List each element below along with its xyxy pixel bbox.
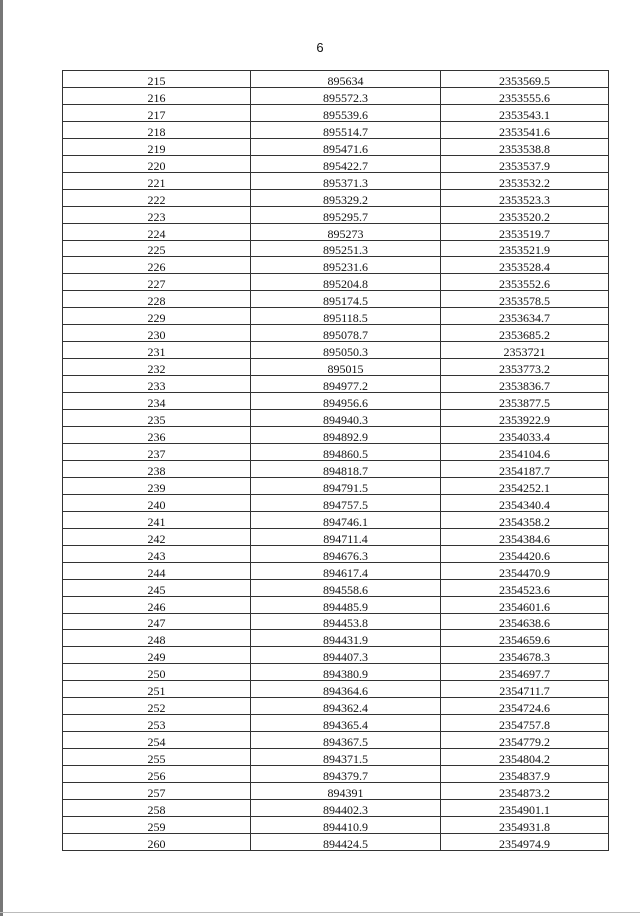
point-number-cell: 236 [63,427,251,444]
page-number: 6 [316,40,324,55]
point-number-cell: 215 [63,71,251,88]
y-coordinate-cell: 2353520.2 [441,206,609,223]
y-coordinate-cell: 2354974.9 [441,833,609,850]
y-coordinate-cell: 2354837.9 [441,766,609,783]
x-coordinate-cell: 894391 [251,783,441,800]
y-coordinate-cell: 2353578.5 [441,291,609,308]
table-row [63,393,609,410]
y-coordinate-cell: 2354420.6 [441,545,609,562]
point-number-cell: 252 [63,698,251,715]
y-coordinate-cell: 2353519.7 [441,223,609,240]
point-number-cell: 218 [63,121,251,138]
x-coordinate-cell: 895174.5 [251,291,441,308]
x-coordinate-cell: 894746.1 [251,511,441,528]
coordinates-table [62,70,609,851]
table-row [63,766,609,783]
table-row [63,291,609,308]
table-row [63,833,609,850]
x-coordinate-cell: 894453.8 [251,613,441,630]
point-number-cell: 249 [63,647,251,664]
x-coordinate-cell: 894956.6 [251,393,441,410]
y-coordinate-cell: 2353773.2 [441,359,609,376]
x-coordinate-cell: 894977.2 [251,376,441,393]
table-row [63,816,609,833]
point-number-cell: 235 [63,410,251,427]
point-number-cell: 257 [63,783,251,800]
scan-edge-shadow [0,0,3,916]
x-coordinate-cell: 894617.4 [251,562,441,579]
x-coordinate-cell: 895273 [251,223,441,240]
point-number-cell: 243 [63,545,251,562]
table-row [63,460,609,477]
y-coordinate-cell: 2353541.6 [441,121,609,138]
y-coordinate-cell: 2354659.6 [441,630,609,647]
table-row [63,342,609,359]
table-row [63,664,609,681]
table-row [63,308,609,325]
x-coordinate-cell: 895118.5 [251,308,441,325]
point-number-cell: 250 [63,664,251,681]
x-coordinate-cell: 895471.6 [251,138,441,155]
point-number-cell: 219 [63,138,251,155]
point-number-cell: 217 [63,104,251,121]
table-row [63,647,609,664]
x-coordinate-cell: 894676.3 [251,545,441,562]
table-row [63,240,609,257]
y-coordinate-cell: 2353877.5 [441,393,609,410]
point-number-cell: 216 [63,87,251,104]
table-row [63,104,609,121]
y-coordinate-cell: 2354252.1 [441,477,609,494]
x-coordinate-cell: 894365.4 [251,715,441,732]
x-coordinate-cell: 894860.5 [251,443,441,460]
point-number-cell: 222 [63,189,251,206]
y-coordinate-cell: 2353569.5 [441,71,609,88]
y-coordinate-cell: 2354678.3 [441,647,609,664]
x-coordinate-cell: 894379.7 [251,766,441,783]
point-number-cell: 251 [63,681,251,698]
x-coordinate-cell: 895572.3 [251,87,441,104]
y-coordinate-cell: 2354901.1 [441,799,609,816]
table-row [63,172,609,189]
x-coordinate-cell: 895634 [251,71,441,88]
point-number-cell: 231 [63,342,251,359]
y-coordinate-cell: 2353521.9 [441,240,609,257]
point-number-cell: 220 [63,155,251,172]
table-row [63,477,609,494]
point-number-cell: 259 [63,816,251,833]
y-coordinate-cell: 2354187.7 [441,460,609,477]
table-row [63,87,609,104]
point-number-cell: 233 [63,376,251,393]
y-coordinate-cell: 2353634.7 [441,308,609,325]
y-coordinate-cell: 2353537.9 [441,155,609,172]
x-coordinate-cell: 894364.6 [251,681,441,698]
point-number-cell: 237 [63,443,251,460]
point-number-cell: 247 [63,613,251,630]
point-number-cell: 239 [63,477,251,494]
table-row [63,528,609,545]
point-number-cell: 248 [63,630,251,647]
table-row [63,783,609,800]
y-coordinate-cell: 2354033.4 [441,427,609,444]
table-row [63,511,609,528]
x-coordinate-cell: 895251.3 [251,240,441,257]
x-coordinate-cell: 895050.3 [251,342,441,359]
table-row [63,562,609,579]
x-coordinate-cell: 895329.2 [251,189,441,206]
point-number-cell: 223 [63,206,251,223]
table-row [63,257,609,274]
page-bottom-edge [0,912,640,913]
x-coordinate-cell: 894407.3 [251,647,441,664]
y-coordinate-cell: 2353685.2 [441,325,609,342]
y-coordinate-cell: 2353836.7 [441,376,609,393]
table-row [63,443,609,460]
y-coordinate-cell: 2354470.9 [441,562,609,579]
table-row [63,121,609,138]
point-number-cell: 225 [63,240,251,257]
point-number-cell: 242 [63,528,251,545]
y-coordinate-cell: 2354804.2 [441,749,609,766]
table-row [63,359,609,376]
y-coordinate-cell: 2354711.7 [441,681,609,698]
y-coordinate-cell: 2353538.8 [441,138,609,155]
table-row [63,274,609,291]
y-coordinate-cell: 2353552.6 [441,274,609,291]
x-coordinate-cell: 894431.9 [251,630,441,647]
table-row [63,799,609,816]
table-row [63,630,609,647]
table-row [63,494,609,511]
table-row [63,427,609,444]
point-number-cell: 256 [63,766,251,783]
x-coordinate-cell: 895015 [251,359,441,376]
y-coordinate-cell: 2353721 [441,342,609,359]
x-coordinate-cell: 894380.9 [251,664,441,681]
x-coordinate-cell: 894367.5 [251,732,441,749]
point-number-cell: 253 [63,715,251,732]
table-row [63,325,609,342]
x-coordinate-cell: 894818.7 [251,460,441,477]
y-coordinate-cell: 2354104.6 [441,443,609,460]
table-row [63,596,609,613]
table-row [63,138,609,155]
table-row [63,732,609,749]
y-coordinate-cell: 2353922.9 [441,410,609,427]
y-coordinate-cell: 2354523.6 [441,579,609,596]
table-row [63,613,609,630]
table-row [63,155,609,172]
point-number-cell: 238 [63,460,251,477]
x-coordinate-cell: 894402.3 [251,799,441,816]
y-coordinate-cell: 2353528.4 [441,257,609,274]
table-row [63,410,609,427]
point-number-cell: 254 [63,732,251,749]
y-coordinate-cell: 2354724.6 [441,698,609,715]
coordinates-table-body [63,71,609,851]
table-row [63,189,609,206]
y-coordinate-cell: 2354697.7 [441,664,609,681]
point-number-cell: 246 [63,596,251,613]
x-coordinate-cell: 895231.6 [251,257,441,274]
point-number-cell: 228 [63,291,251,308]
y-coordinate-cell: 2354638.6 [441,613,609,630]
table-row [63,749,609,766]
point-number-cell: 245 [63,579,251,596]
point-number-cell: 221 [63,172,251,189]
point-number-cell: 226 [63,257,251,274]
point-number-cell: 232 [63,359,251,376]
point-number-cell: 240 [63,494,251,511]
table-row [63,223,609,240]
x-coordinate-cell: 894371.5 [251,749,441,766]
point-number-cell: 234 [63,393,251,410]
x-coordinate-cell: 895371.3 [251,172,441,189]
point-number-cell: 244 [63,562,251,579]
x-coordinate-cell: 894711.4 [251,528,441,545]
table-row [63,376,609,393]
table-row [63,715,609,732]
point-number-cell: 255 [63,749,251,766]
table-row [63,545,609,562]
x-coordinate-cell: 894558.6 [251,579,441,596]
y-coordinate-cell: 2354384.6 [441,528,609,545]
y-coordinate-cell: 2354757.8 [441,715,609,732]
y-coordinate-cell: 2354340.4 [441,494,609,511]
point-number-cell: 241 [63,511,251,528]
y-coordinate-cell: 2354358.2 [441,511,609,528]
x-coordinate-cell: 894757.5 [251,494,441,511]
y-coordinate-cell: 2353543.1 [441,104,609,121]
x-coordinate-cell: 894362.4 [251,698,441,715]
x-coordinate-cell: 894424.5 [251,833,441,850]
x-coordinate-cell: 894940.3 [251,410,441,427]
y-coordinate-cell: 2353523.3 [441,189,609,206]
x-coordinate-cell: 895295.7 [251,206,441,223]
x-coordinate-cell: 895422.7 [251,155,441,172]
point-number-cell: 258 [63,799,251,816]
point-number-cell: 229 [63,308,251,325]
table-row [63,71,609,88]
x-coordinate-cell: 894791.5 [251,477,441,494]
x-coordinate-cell: 895514.7 [251,121,441,138]
y-coordinate-cell: 2354601.6 [441,596,609,613]
table-row [63,681,609,698]
table-row [63,579,609,596]
x-coordinate-cell: 895078.7 [251,325,441,342]
y-coordinate-cell: 2353555.6 [441,87,609,104]
x-coordinate-cell: 894485.9 [251,596,441,613]
y-coordinate-cell: 2353532.2 [441,172,609,189]
point-number-cell: 260 [63,833,251,850]
y-coordinate-cell: 2354873.2 [441,783,609,800]
table-row [63,698,609,715]
point-number-cell: 227 [63,274,251,291]
point-number-cell: 224 [63,223,251,240]
x-coordinate-cell: 894892.9 [251,427,441,444]
point-number-cell: 230 [63,325,251,342]
table-row [63,206,609,223]
x-coordinate-cell: 895539.6 [251,104,441,121]
y-coordinate-cell: 2354931.8 [441,816,609,833]
y-coordinate-cell: 2354779.2 [441,732,609,749]
x-coordinate-cell: 894410.9 [251,816,441,833]
x-coordinate-cell: 895204.8 [251,274,441,291]
